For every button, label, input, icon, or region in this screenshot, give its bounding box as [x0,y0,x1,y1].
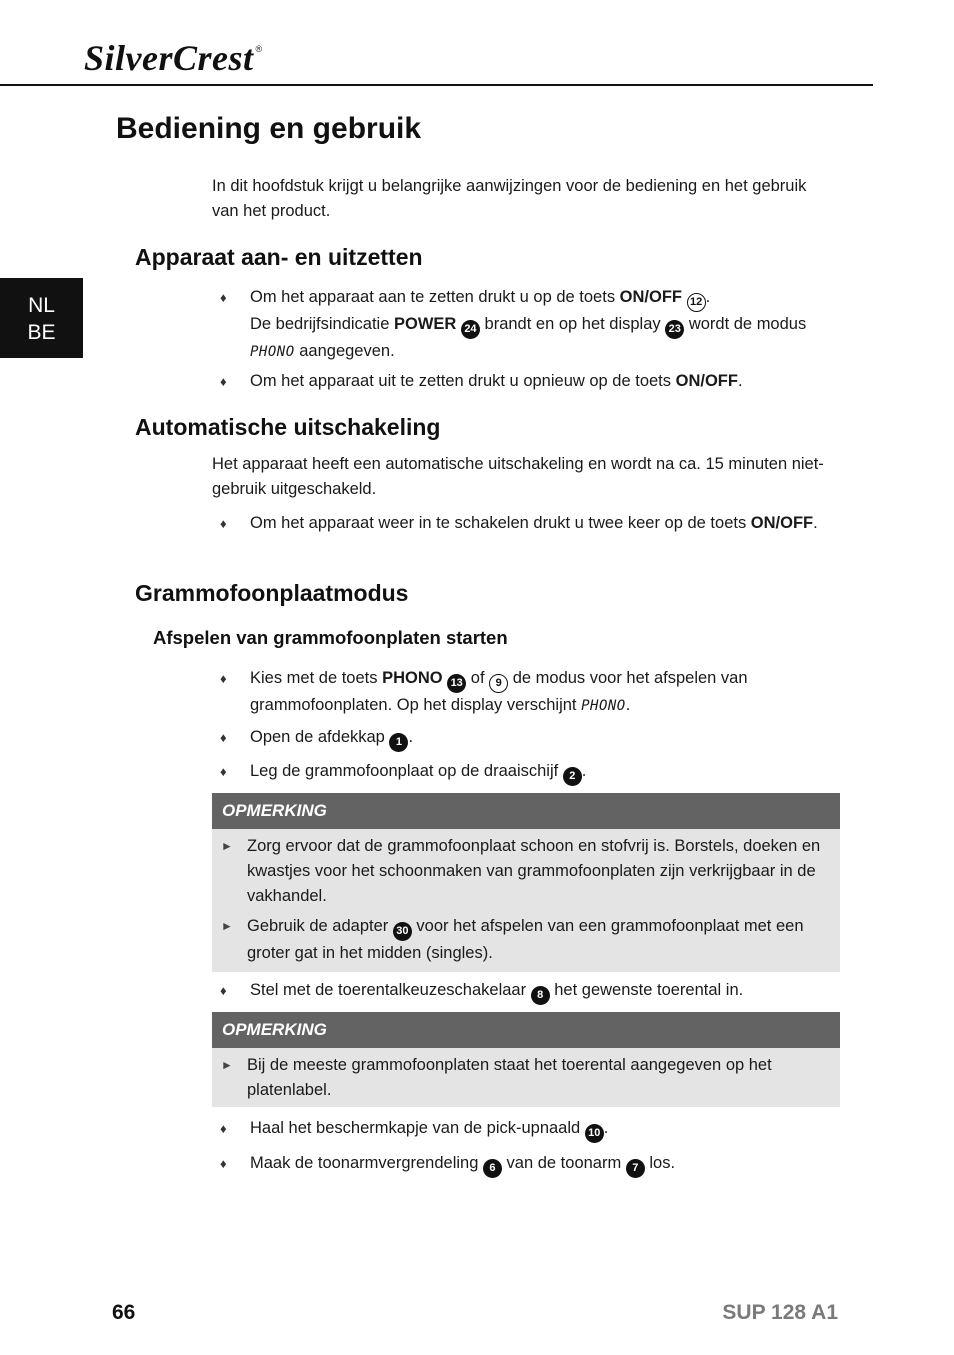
key-label: PHONO [382,669,443,687]
number-badge: 13 [447,674,466,693]
section-heading-power: Apparaat aan- en uitzetten [135,244,423,270]
number-badge: 10 [585,1124,604,1143]
diamond-bullet-icon: ♦ [220,374,227,389]
page-number: 66 [112,1301,136,1324]
text: Maak de toonarmvergrendeling [250,1154,483,1172]
triangle-arrow-icon: ► [221,839,233,853]
triangle-arrow-icon: ► [221,919,233,933]
number-badge: 1 [389,733,408,752]
key-label: ON/OFF [619,288,682,306]
text: aangegeven. [294,342,395,360]
text: wordt de modus [684,315,807,333]
text: . [581,762,587,780]
note-item [212,1053,840,1103]
text: Om het apparaat weer in te schakelen drukt u twee keer op de toets [250,514,751,532]
text: . [705,288,711,306]
text: . [603,1119,609,1137]
registered-mark: ® [255,44,263,54]
language-tab-line1: NL [28,294,55,317]
note-box [212,1012,840,1107]
note-box [212,793,840,972]
text: Zorg ervoor dat de grammofoonplaat schoon en stofvrij is. Borstels, doeken en kwastjes voor het schoonmaken van grammofoonplaten zijn verkrijgbaar in de vakhandel. [247,837,821,905]
diamond-bullet-icon: ♦ [220,516,227,531]
language-tab [0,278,83,358]
text: Kies met de toets [250,669,383,687]
number-badge: 7 [626,1159,645,1178]
lcd-text: PHONO [581,698,626,714]
text: . [408,728,414,746]
text: Om het apparaat aan te zetten drukt u op de toets [250,288,620,306]
text: Gebruik de adapter [247,917,393,935]
auto-off-paragraph: Het apparaat heeft een automatische uitschakeling en wordt na ca. 15 minuten niet-gebruik uitgeschakeld. [212,455,824,498]
language-tab-line2: BE [27,321,56,344]
triangle-arrow-icon: ► [221,1058,233,1072]
text: . [625,696,631,714]
section-heading-phono: Grammofoonplaatmodus [135,580,409,606]
text: Stel met de toerentalkeuzeschakelaar [250,981,531,999]
text: Open de afdekkap [250,728,390,746]
number-badge: 8 [531,986,550,1005]
text: Om het apparaat uit te zetten drukt u opnieuw op de toets [250,372,676,390]
note-item [212,834,840,909]
note-title: OPMERKING [212,793,840,829]
diamond-bullet-icon: ♦ [220,983,227,998]
text: . [737,372,743,390]
number-badge: 9 [489,674,508,693]
number-badge: 12 [687,293,706,312]
number-badge: 30 [393,922,412,941]
diamond-bullet-icon: ♦ [220,1156,227,1171]
number-badge: 24 [461,320,480,339]
brand-name: SilverCrest [84,38,254,78]
model-number: SUP 128 A1 [722,1301,838,1324]
lcd-text: PHONO [250,344,295,360]
diamond-bullet-icon: ♦ [220,1121,227,1136]
text: de modus voor het afspelen van grammofoonplaten. Op het display verschijnt [250,669,748,714]
text: Bij de meeste grammofoonplaten staat het toerental aangegeven op het platenlabel. [247,1056,772,1099]
text: brandt en op het display [479,315,666,333]
text: . [813,514,818,532]
text: van de toonarm [501,1154,626,1172]
text: voor het afspelen van een grammofoonplaat met een groter gat in het midden (singles). [247,917,804,962]
note-body [212,1048,840,1107]
key-label: ON/OFF [750,514,814,532]
note-body [212,829,840,972]
number-badge: 2 [563,767,582,786]
brand-logo [84,38,262,78]
text: los. [644,1154,676,1172]
text: Haal het beschermkapje van de pick-upnaald [250,1119,585,1137]
key-label: POWER [394,315,457,333]
note-title: OPMERKING [212,1012,840,1048]
key-label: ON/OFF [675,372,738,390]
note-item [212,914,840,966]
section-heading-auto-off: Automatische uitschakeling [135,414,441,440]
diamond-bullet-icon: ♦ [220,671,227,686]
number-badge: 23 [665,320,684,339]
text: het gewenste toerental in. [549,981,744,999]
subheading-phono-start: Afspelen van grammofoonplaten starten [153,627,508,648]
header-rule [0,84,873,86]
diamond-bullet-icon: ♦ [220,730,227,745]
intro-paragraph: In dit hoofdstuk krijgt u belangrijke aanwijzingen voor de bediening en het gebruik van het product. [212,177,807,220]
text: De bedrijfsindicatie [250,315,394,333]
text: of [466,669,490,687]
number-badge: 6 [483,1159,502,1178]
page-title: Bediening en gebruik [116,112,422,145]
text: Leg de grammofoonplaat op de draaischijf [250,762,563,780]
diamond-bullet-icon: ♦ [220,764,227,779]
diamond-bullet-icon: ♦ [220,290,227,305]
